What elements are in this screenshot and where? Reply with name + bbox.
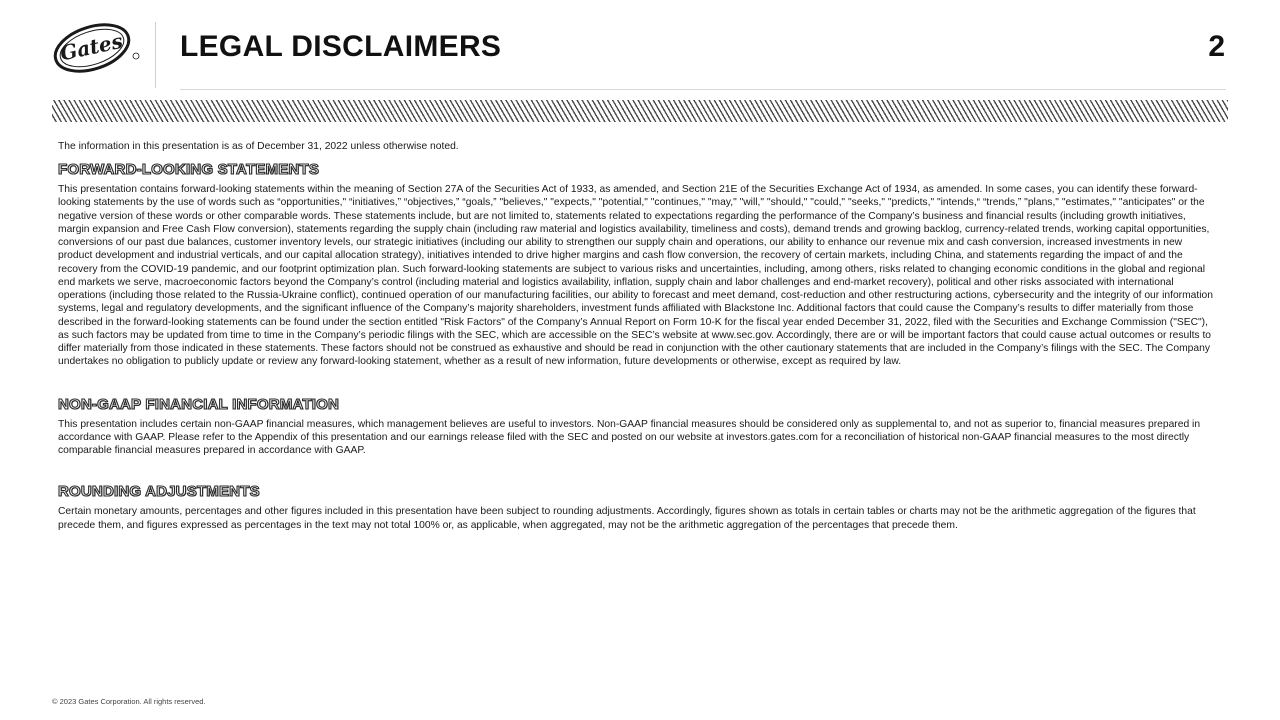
page-title: LEGAL DISCLAIMERS	[180, 30, 502, 63]
section-heading: FORWARD-LOOKING STATEMENTS	[58, 161, 320, 178]
header-rule	[180, 89, 1226, 90]
section-non-gaap	[58, 396, 1218, 458]
disclaimer-content	[58, 140, 1218, 558]
section-body: This presentation includes certain non-GAAP financial measures, which management believes are useful to investors. Non-GAAP financial measures should be considered only as supplemental to, and not as superior to, financial measures prepared in accordance with GAAP. Please refer to the Appendix of this presentation and our earnings release filed with the SEC and posted on our website at investors.gates.com for a reconciliation of historical non-GAAP financial measures to the most directly comparable financial measures prepared in accordance with GAAP.	[58, 418, 1201, 456]
section-rounding	[58, 483, 1218, 532]
section-heading: NON-GAAP FINANCIAL INFORMATION	[58, 395, 339, 413]
svg-text:Gates: Gates	[57, 28, 125, 66]
intro-text: The information in this presentation is as of December 31, 2022 unless otherwise noted.	[58, 141, 459, 152]
hatched-divider-band	[52, 100, 1228, 122]
copyright-footer: © 2023 Gates Corporation. All rights reserved.	[52, 697, 206, 706]
section-forward-looking	[58, 161, 1218, 369]
section-body: This presentation contains forward-looking statements within the meaning of Section 27A of the Securities Act of 1933, as amended, and Section 21E of the Securities Exchange Act of 1934, as amended. In some cases, you can identify these forward-looking statements by the use of words such as “opportunities," “initiatives,” “objectives,” “goals,” "believes," "expects," "potential," "continues," "may," "will," "should," "could," "seeks," "predicts," "intends,“ “trends,” "plans," "estimates," "anticipates" or the negative version of these words or other comparable words. These statements include, but are not limited to, statements related to expectations regarding the performance of the Company’s business and financial results (including growth initiatives, margin expansion and Free Cash Flow conversion), statements regarding the supply chain (including raw material and logistics availability, timeliness and costs), demand trends and growing backlog, currency-related trends, working capital opportunities, conversions of our past due balances, customer inventory levels, our strategic initiatives (including our ability to strengthen our supply chain and operations, our ability to enhance our revenue mix and cash conversion, increased investments in new product development and industrial verticals, and our capital allocation strategy), initiatives intended to drive higher margins and cash flow conversion, the recovery of certain markets, including China, and statements regarding the impact of and the recovery from the COVID-19 pandemic, and our footprint optimization plan. Such forward-looking statements are subject to various risks and uncertainties, including, among others, risks related to changing economic conditions in the global and regional end markets we serve, macroeconomic factors beyond the Company’s control (including material and logistics availability, inflation, supply chain and labor challenges and end-market recovery), political and other risks associated with international operations (including those related to the Russia-Ukraine conflict), continued operation of our manufacturing facilities, our ability to forecast and meet demand, cost-reduction and other restructuring actions, cybersecurity and the integrity of our information systems, legal and regulatory developments, and the significant influence of the Company’s majority shareholders, investment funds affiliated with Blackstone Inc. Additional factors that could cause the Company’s results to differ materially from those described in the forward-looking statements can be found under the section entitled "Risk Factors" of the Company’s Annual Report on Form 10-K for the fiscal year ended December 31, 2022, filed with the Securities and Exchange Commission ("SEC"), as such factors may be updated from time to time in the Company’s periodic filings with the SEC, which are accessible on the SEC’s website at www.sec.gov. Accordingly, there are or will be important factors that could cause actual outcomes or results to differ materially from those indicated in these statements. These factors should not be construed as exhaustive and should be read in conjunction with the other cautionary statements that are included in the Company’s filings with the SEC. The Company undertakes no obligation to publicly update or review any forward-looking statement, whether as a result of new information, future developments or otherwise, except as required by law.	[58, 184, 1214, 368]
page-number: 2	[1208, 30, 1225, 63]
section-body: Certain monetary amounts, percentages and other figures included in this presentation have been subject to rounding adjustments. Accordingly, figures shown as totals in certain tables or charts may not be the arithmetic aggregation of the figures that precede them, and figures expressed as percentages in the text may not total 100% or, as applicable, when aggregated, may not be the arithmetic aggregation of the percentages that precede them.	[58, 506, 1196, 531]
header-divider	[155, 22, 156, 88]
gates-logo	[50, 20, 144, 76]
section-heading: ROUNDING ADJUSTMENTS	[58, 483, 260, 501]
